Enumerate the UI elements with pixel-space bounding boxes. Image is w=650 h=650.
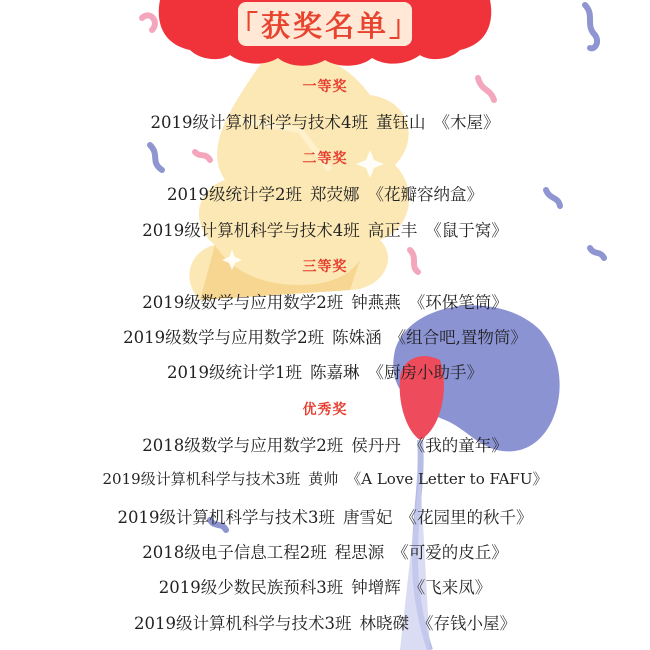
entry-class: 2019级统计学1班 — [167, 363, 302, 382]
entry-name: 董钰山 — [376, 113, 426, 132]
entry-class: 2019级计算机科学与技术3班 — [117, 508, 335, 527]
entry-class: 2019级统计学2班 — [167, 185, 302, 204]
entry-work: 《花园里的秋千》 — [400, 508, 533, 527]
entry-work: 《花瓣容纳盒》 — [367, 185, 483, 204]
entry-name: 钟增辉 — [351, 578, 401, 597]
list-item — [0, 610, 650, 634]
entry-name: 陈嘉琳 — [310, 363, 360, 382]
entry-class: 2018级数学与应用数学2班 — [142, 436, 344, 455]
entry-work: 《我的童年》 — [408, 436, 508, 455]
excellence-award-heading: 优秀奖 — [302, 402, 348, 418]
entry-name: 高正丰 — [367, 221, 418, 240]
entry-class: 2019级计算机科学与技术4班 — [150, 113, 368, 132]
entry-work: 《鼠于窝》 — [425, 221, 508, 240]
entry-class: 2019级少数民族预科3班 — [158, 578, 344, 597]
third-prize-heading: 三等奖 — [302, 259, 348, 275]
list-item — [0, 109, 650, 133]
entry-class: 2019级计算机科学与技术4班 — [142, 221, 360, 240]
entry-name: 陈姝涵 — [332, 328, 382, 347]
entry-class: 2019级数学与应用数学2班 — [142, 293, 344, 312]
entry-name: 黄帅 — [308, 470, 339, 488]
entry-name: 郑荧娜 — [310, 185, 360, 204]
entry-work: 《组合吧,置物筒》 — [389, 328, 527, 347]
entry-class: 2019级计算机科学与技术3班 — [102, 470, 301, 488]
entry-name: 侯丹丹 — [351, 436, 401, 455]
entry-work: 《A Love Letter to FAFU》 — [346, 470, 548, 488]
list-item — [0, 289, 650, 313]
entry-work: 《飞来凤》 — [408, 578, 492, 597]
entry-name: 林晓磔 — [359, 614, 409, 633]
entry-class: 2019级计算机科学与技术3班 — [134, 614, 352, 633]
entry-work: 《环保笔筒》 — [408, 293, 508, 312]
list-item — [0, 324, 650, 348]
list-item — [0, 504, 650, 528]
list-item — [0, 574, 650, 598]
page-title: 「获奖名单」 — [228, 9, 421, 43]
list-item — [0, 432, 650, 456]
entry-work: 《厨房小助手》 — [367, 363, 483, 382]
entry-work: 《存钱小屋》 — [417, 614, 516, 633]
list-item — [0, 539, 650, 563]
entry-class: 2018级电子信息工程2班 — [142, 543, 327, 562]
entry-name: 唐雪妃 — [343, 508, 393, 527]
list-item — [0, 468, 650, 489]
entry-name: 钟燕燕 — [351, 293, 401, 312]
list-item — [0, 359, 650, 383]
second-prize-heading: 二等奖 — [302, 151, 348, 167]
first-prize-heading: 一等奖 — [302, 79, 348, 95]
entry-work: 《木屋》 — [433, 113, 500, 132]
list-item — [0, 217, 650, 241]
entry-work: 《可爱的皮丘》 — [392, 543, 508, 562]
entry-name: 程思源 — [334, 543, 385, 562]
entry-class: 2019级数学与应用数学2班 — [123, 328, 325, 347]
list-item — [0, 181, 650, 205]
